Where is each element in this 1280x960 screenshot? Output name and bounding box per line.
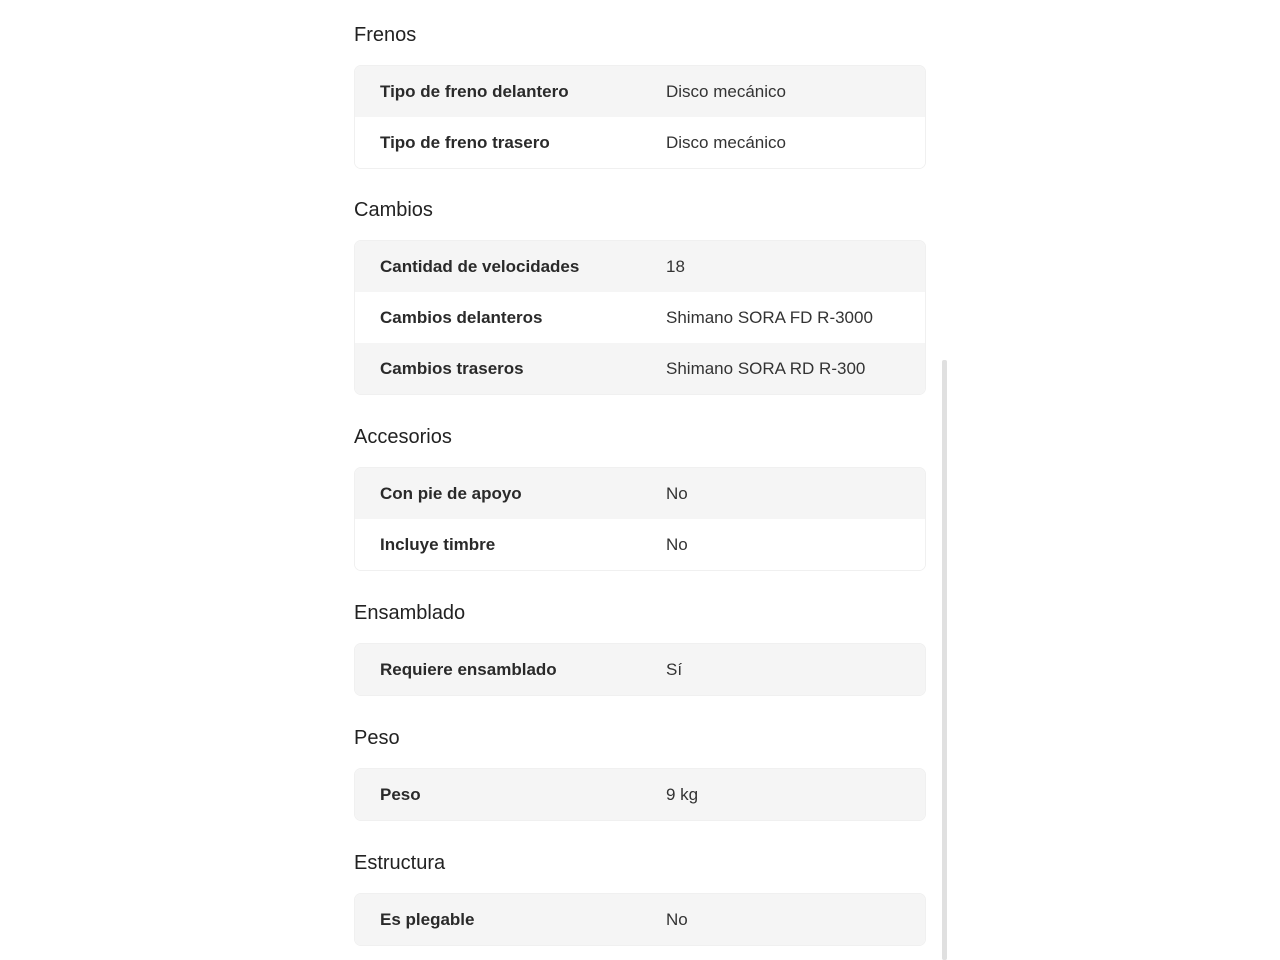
- spec-value: No: [666, 483, 688, 503]
- spec-section-ensamblado: [354, 600, 926, 696]
- spec-table: [354, 240, 926, 395]
- spec-table: [354, 65, 926, 169]
- spec-label: Es plegable: [380, 909, 475, 929]
- section-title: Frenos: [354, 24, 417, 46]
- spec-label: Incluye timbre: [380, 534, 496, 554]
- spec-row: [355, 769, 925, 820]
- section-title: Peso: [354, 727, 400, 749]
- spec-label: Peso: [380, 784, 421, 804]
- spec-section-peso: [354, 725, 926, 821]
- scrollbar[interactable]: [942, 360, 947, 960]
- spec-value: Shimano SORA FD R-3000: [666, 307, 873, 327]
- section-title: Accesorios: [354, 426, 452, 448]
- spec-value: No: [666, 909, 688, 929]
- spec-value: Disco mecánico: [666, 132, 786, 152]
- spec-row: [355, 292, 925, 343]
- spec-row: [355, 241, 925, 292]
- spec-row: [355, 66, 925, 117]
- spec-value: 9 kg: [666, 784, 699, 804]
- spec-table: [354, 768, 926, 821]
- spec-label: Cantidad de velocidades: [380, 256, 580, 276]
- spec-label: Cambios traseros: [380, 358, 524, 378]
- spec-value: No: [666, 534, 688, 554]
- spec-row: [355, 644, 925, 695]
- spec-section-cambios: [354, 197, 926, 395]
- spec-label: Requiere ensamblado: [380, 659, 557, 679]
- spec-label: Tipo de freno trasero: [380, 132, 550, 152]
- spec-table: [354, 893, 926, 946]
- section-title: Ensamblado: [354, 602, 466, 624]
- section-title: Estructura: [354, 852, 446, 874]
- spec-row: [355, 343, 925, 394]
- spec-row: [355, 894, 925, 945]
- spec-section-estructura: [354, 850, 926, 946]
- spec-value: Shimano SORA RD R-300: [666, 358, 866, 378]
- spec-label: Cambios delanteros: [380, 307, 543, 327]
- spec-section-frenos: [354, 22, 926, 169]
- section-title: Cambios: [354, 199, 433, 221]
- spec-label: Con pie de apoyo: [380, 483, 522, 503]
- spec-table: [354, 467, 926, 571]
- spec-table: [354, 643, 926, 696]
- spec-value: Disco mecánico: [666, 81, 786, 101]
- spec-row: [355, 117, 925, 168]
- spec-row: [355, 519, 925, 570]
- spec-value: Sí: [666, 659, 683, 679]
- spec-value: 18: [666, 256, 685, 276]
- spec-label: Tipo de freno delantero: [380, 81, 569, 101]
- spec-row: [355, 468, 925, 519]
- spec-section-accesorios: [354, 424, 926, 571]
